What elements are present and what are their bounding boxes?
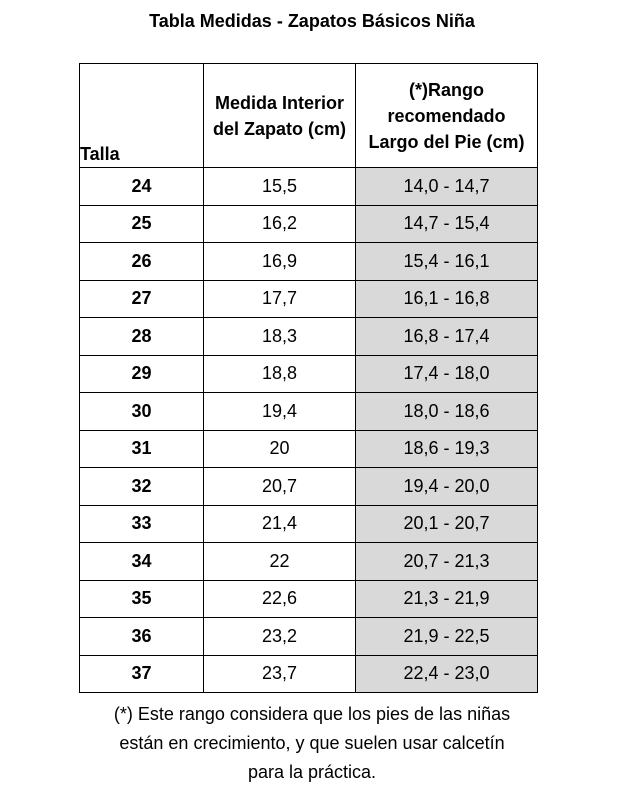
- header-rango-line: (*)Rango: [409, 79, 484, 100]
- table-row: [80, 543, 538, 581]
- rango-cell: 21,3 - 21,9: [356, 580, 538, 618]
- medida-cell: 22,6: [204, 580, 356, 618]
- talla-cell: 33: [80, 505, 204, 543]
- table-body: [80, 168, 538, 693]
- footnote-line: (*) Este rango considera que los pies de las niñas: [113, 704, 511, 724]
- rango-cell: 17,4 - 18,0: [356, 355, 538, 393]
- rango-cell: 19,4 - 20,0: [356, 468, 538, 506]
- rango-cell: 16,1 - 16,8: [356, 280, 538, 318]
- medida-cell: 18,8: [204, 355, 356, 393]
- rango-cell: 22,4 - 23,0: [356, 655, 538, 693]
- medida-cell: 15,5: [204, 168, 356, 206]
- table-header-row: [80, 64, 538, 168]
- size-table: [79, 63, 538, 693]
- table-row: [80, 205, 538, 243]
- table-row: [80, 618, 538, 656]
- talla-cell: 34: [80, 543, 204, 581]
- table-row: [80, 280, 538, 318]
- talla-cell: 29: [80, 355, 204, 393]
- medida-cell: 17,7: [204, 280, 356, 318]
- footnote-line: para la práctica.: [247, 762, 377, 782]
- rango-cell: 16,8 - 17,4: [356, 318, 538, 356]
- table-row: [80, 168, 538, 206]
- rango-cell: 14,7 - 15,4: [356, 205, 538, 243]
- header-medida-interior: [204, 64, 356, 168]
- table-row: [80, 655, 538, 693]
- medida-cell: 18,3: [204, 318, 356, 356]
- page-title: Tabla Medidas - Zapatos Básicos Niña: [149, 11, 475, 31]
- table-row: [80, 393, 538, 431]
- talla-cell: 37: [80, 655, 204, 693]
- medida-cell: 19,4: [204, 393, 356, 431]
- rango-cell: 21,9 - 22,5: [356, 618, 538, 656]
- medida-cell: 16,2: [204, 205, 356, 243]
- table-row: [80, 430, 538, 468]
- medida-cell: 21,4: [204, 505, 356, 543]
- table-row: [80, 243, 538, 281]
- medida-cell: 20: [204, 430, 356, 468]
- talla-cell: 24: [80, 168, 204, 206]
- talla-cell: 32: [80, 468, 204, 506]
- header-medida-line: del Zapato (cm): [212, 118, 346, 139]
- header-talla-line: Talla: [80, 144, 120, 164]
- rango-cell: 20,1 - 20,7: [356, 505, 538, 543]
- talla-cell: 26: [80, 243, 204, 281]
- header-rango-line: recomendado: [387, 105, 506, 126]
- table-row: [80, 468, 538, 506]
- header-medida-line: Medida Interior: [214, 92, 344, 113]
- talla-cell: 36: [80, 618, 204, 656]
- rango-cell: 15,4 - 16,1: [356, 243, 538, 281]
- header-rango-line: Largo del Pie (cm): [368, 131, 525, 152]
- rango-cell: 20,7 - 21,3: [356, 543, 538, 581]
- talla-cell: 25: [80, 205, 204, 243]
- table-row: [80, 580, 538, 618]
- table-row: [80, 355, 538, 393]
- rango-cell: 18,6 - 19,3: [356, 430, 538, 468]
- talla-cell: 35: [80, 580, 204, 618]
- medida-cell: 23,7: [204, 655, 356, 693]
- rango-cell: 18,0 - 18,6: [356, 393, 538, 431]
- table-row: [80, 505, 538, 543]
- talla-cell: 27: [80, 280, 204, 318]
- rango-cell: 14,0 - 14,7: [356, 168, 538, 206]
- medida-cell: 20,7: [204, 468, 356, 506]
- medida-cell: 16,9: [204, 243, 356, 281]
- header-rango-recomendado: [356, 64, 538, 168]
- talla-cell: 31: [80, 430, 204, 468]
- header-talla: [80, 64, 204, 168]
- footnote-line: están en crecimiento, y que suelen usar calcetín: [119, 733, 505, 753]
- medida-cell: 22: [204, 543, 356, 581]
- table-row: [80, 318, 538, 356]
- footnote: [0, 700, 624, 787]
- talla-cell: 28: [80, 318, 204, 356]
- talla-cell: 30: [80, 393, 204, 431]
- medida-cell: 23,2: [204, 618, 356, 656]
